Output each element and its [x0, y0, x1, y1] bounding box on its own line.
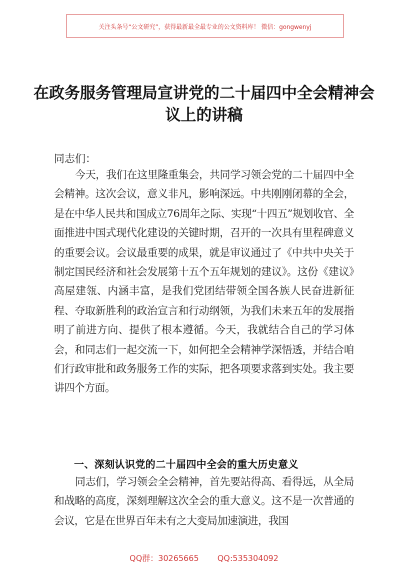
salutation: 同志们：	[54, 153, 96, 165]
footer-contact	[0, 553, 408, 564]
header-banner	[66, 14, 344, 38]
header-banner-text: 关注头条号“公文研究”，获得最新最全最专业的公文资料库！ 微信：gongwenyj	[98, 23, 312, 31]
body-paragraph-2: 同志们，学习领会全会精神，首先要站得高、看得远，从全局和战略的高度，深刻理解这次全会的重大意义。这不是一次普通的会议，它是在世界百年未有之大变局加速演进，我国	[54, 476, 354, 527]
section-heading-1: 一、深刻认识党的二十届四中全会的重大历史意义	[74, 460, 299, 471]
document-title: 在政务服务管理局宣讲党的二十届四中全会精神会议上的讲稿	[33, 84, 375, 124]
footer-qq-group: QQ群：30265665	[129, 554, 199, 563]
footer-qq: QQ:535304092	[217, 554, 279, 563]
body-paragraph-1: 今天，我们在这里隆重集会，共同学习领会党的二十届四中全会精神。这次会议，意义非凡，影响深远。中共刚刚闭幕的全会，是在中华人民共和国成立76周年之际、实现“十四五”规划收官、全面推进中国式现代化建设的关键时期，召开的一次具有里程碑意义的重要会议。会议最重要的成果，就是审议通过了《中共中央关于制定国民经济和社会发展第十五个五年规划的建议》。这份《建议》高屋建瓴、内涵丰富，是我们党团结带领全国各族人民奋进新征程、夺取新胜利的政治宣言和行动纲领，为我们未来五年的发展指明了前进方向、提供了根本遵循。今天，我就结合自己的学习体会，和同志们一起交流一下，如何把全会精神学深悟透，并结合咱们行政审批和政务服务工作的实际，把各项要求落到实处。我主要讲四个方面。	[54, 169, 354, 395]
